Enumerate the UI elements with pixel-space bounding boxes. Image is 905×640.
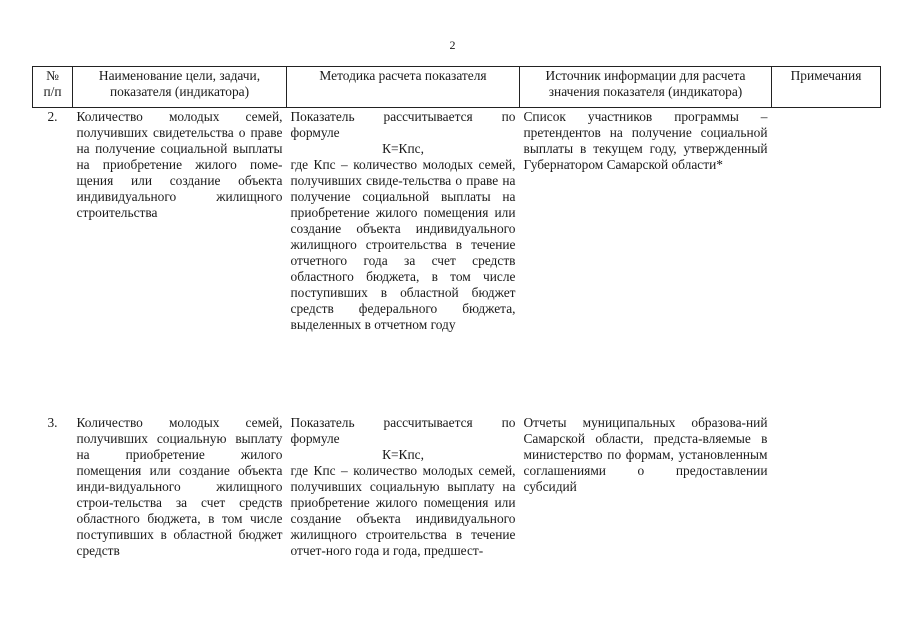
- header-name: Наименование цели, задачи, показателя (индикатора): [73, 67, 287, 108]
- header-number: № п/п: [33, 67, 73, 108]
- table-row: [33, 108, 881, 410]
- method-intro: Показатель рассчитывается по формуле: [290, 415, 516, 446]
- calculation-method: [287, 409, 520, 559]
- method-intro: Показатель рассчитывается по формуле: [290, 109, 516, 140]
- header-row: [33, 67, 881, 108]
- header-method: Методика расчета показателя: [287, 67, 520, 108]
- method-body: где Кпс – количество молодых семей, получивших социальную выплату на приобретение жилого помещения или создание объекта индивидуального жилищного строительства в течение отчет-ного года и года, предшест-: [290, 463, 516, 558]
- information-source: Список участников программы – претендентов на получение социальной выплаты в текущем году, утвержденный Губернатором Самарской области*: [523, 109, 768, 172]
- table-row: [33, 409, 881, 559]
- calculation-method: [287, 108, 520, 410]
- notes-cell: [772, 409, 881, 559]
- formula: К=Кпс,: [382, 141, 424, 156]
- page-number: 2: [449, 38, 456, 52]
- row-number: 2.: [47, 109, 58, 124]
- header-source: Источник информации для расчета значения показателя (индикатора): [520, 67, 772, 108]
- header-notes: Примечания: [772, 67, 881, 108]
- notes-cell: [772, 108, 881, 410]
- indicator-name: Количество молодых семей, получивших социальную выплату на приобретение жилого помещения или создание объекта инди-видуального жилищного строи-тельства за счет средств областного бюджета, в том числе поступивших в областной бюджет средств: [76, 415, 283, 558]
- information-source: Отчеты муниципальных образова-ний Самарской области, предста-вляемые в министерство по формам, установленным соглашениями о предоставлении субсидий: [523, 415, 768, 494]
- formula: К=Кпс,: [382, 447, 424, 462]
- indicators-table: [32, 66, 881, 559]
- table-header: [33, 67, 881, 108]
- indicator-name: Количество молодых семей, получивших свидетельства о праве на получение социальной выплаты на приобретение жилого поме-щения или создание объекта индивидуального жилищного строительства: [76, 109, 283, 220]
- row-number: 3.: [47, 415, 58, 430]
- method-body: где Кпс – количество молодых семей, получивших свиде-тельства о праве на получение социальной выплаты на приобретение жилого помещения или создание объекта индивидуального жилищного строительства в течение отчетного года за счет средств областного бюджета, в том числе поступивших в областной бюджет средств федерального бюджета, выделенных в отчетном году: [290, 157, 516, 332]
